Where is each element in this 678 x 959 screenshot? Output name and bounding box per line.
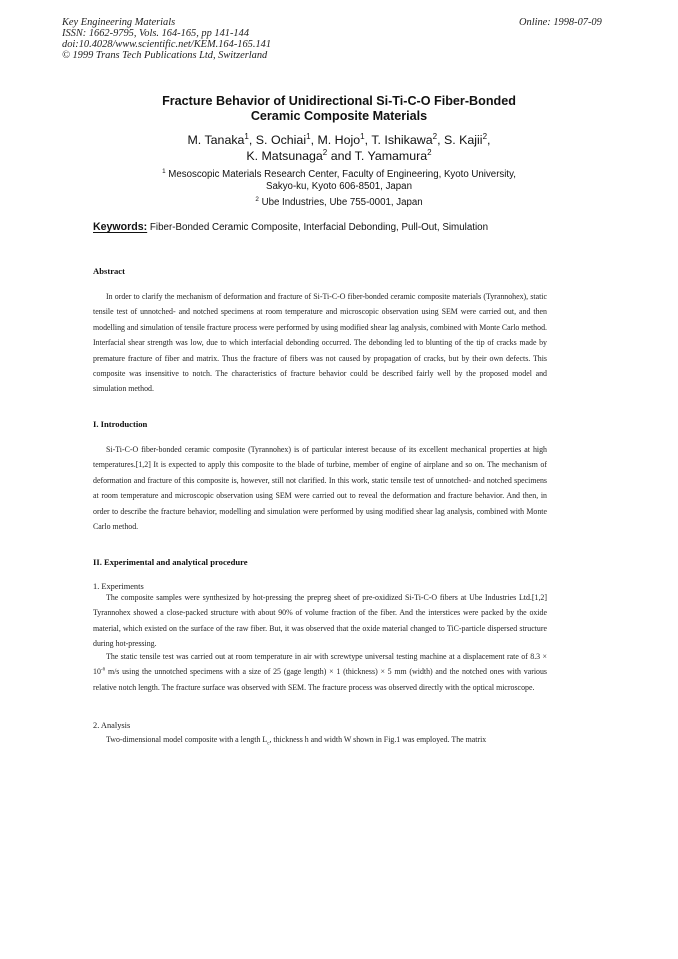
keywords-label: Keywords: (93, 221, 148, 233)
keywords (93, 221, 488, 233)
author-separator: , (364, 133, 372, 147)
abstract-text: In order to clarify the mechanism of deformation and fracture of Si-Ti-C-O fiber-bonded ceramic composite materials (Tyrannohex), static tensile test of unnotched- and notched specimens at room temperature and microscopic observation using SEM were carried out, and then modelling and simulation of tensile fracture process were performed by using modified shear lag analysis, combined with Monte Carlo method. Interfacial shear strength was low, due to which interfacial debonding occurred. The debonding led to blunting of the tip of cracks made by premature fracture of fiber and matrix. Thus the fracture of fibers was not caused by propagation of cracks, but by their own defects. This composite was insensitive to notch. The characteristics of fracture behavior could be described fairly well by the proposed model and simulation method. (93, 292, 547, 394)
p3-subscript: c (267, 740, 270, 747)
paper-title-line2: Ceramic Composite Materials (250, 109, 428, 123)
author-affiliation-mark: 2 (427, 147, 432, 157)
author-name: M. Hojo (317, 133, 361, 147)
journal-name: Key Engineering Materials (62, 17, 176, 28)
affiliation-1-line2: Sakyo-ku, Kyoto 606-8501, Japan (266, 181, 412, 192)
author-line-1 (0, 133, 678, 148)
experiments-paragraph-1: The composite samples were synthesized by hot-pressing the prepreg sheet of pre-oxidized Si-Ti-C-O fibers at Ube Industries Ltd.[1,2] Tyrannohex showed a close-packed structure with about 90% of volume fraction of the fiber. And the interstices were packed by the oxide material, which existed on the surface of the raw fiber. But, it was observed that the oxide material changed to TiC-particle dispersed structure during hot-pressing. (93, 593, 547, 649)
keywords-text: Fiber-Bonded Ceramic Composite, Interfacial Debonding, Pull-Out, Simulation (149, 222, 489, 233)
p2-start: The static tensile test was carried out at room temperature in air with screwtype universal testing machine at a displacement rate of 8.3 × 10 (93, 652, 547, 677)
paper-title-line1: Fracture Behavior of Unidirectional Si-Ti-C-O Fiber-Bonded (162, 94, 516, 108)
journal-doi: doi:10.4028/www.scientific.net/KEM.164-165.141 (62, 39, 272, 50)
author-affiliation-mark: 2 (432, 131, 438, 141)
p3-start: Two-dimensional model composite with a length L (106, 735, 268, 744)
introduction-text: Si-Ti-C-O fiber-bonded ceramic composite (Tyrannohex) is of particular interest because of its excellent mechanical properties at high temperatures.[1,2] It is expected to apply this composite to the blade of turbine, member of engine of airplane and so on. The mechanism of deformation and fracture of this composite is, however, still not clarified. In this work, static tensile test of unnotched- and notched specimens at room temperature and microscopic observation using SEM were carried out to reveal the deformation and fracture behavior. And then, in order to describe the fracture behavior, modelling and simulation were performed by using modified shear lag analysis, combined with Monte Carlo method. (93, 445, 547, 532)
author-name: T. Yamamura (354, 149, 428, 163)
analysis-paragraph (93, 732, 547, 747)
author-name: T. Ishikawa (371, 133, 433, 147)
author-name: M. Tanaka (187, 133, 245, 147)
subsection-experiments: 1. Experiments (93, 582, 144, 591)
affiliation-1-line1 (0, 169, 678, 181)
p3-end: , thickness h and width W shown in Fig.1 was employed. The matrix (269, 735, 487, 744)
abstract-heading: Abstract (93, 266, 125, 276)
subsection-analysis: 2. Analysis (93, 721, 131, 730)
author-name: S. Ochiai (255, 133, 307, 147)
author-separator: , (437, 133, 444, 147)
author-affiliation-mark: 2 (482, 131, 488, 141)
author-line-2 (0, 149, 678, 164)
author-name: K. Matsunaga (246, 149, 323, 163)
affiliation-2-mark: 2 (255, 195, 259, 203)
author-affiliation-mark: 1 (244, 131, 249, 141)
section2-heading: II. Experimental and analytical procedure (93, 557, 248, 567)
affiliation-2-text: Ube Industries, Ube 755-0001, Japan (261, 197, 423, 208)
author-affiliation-mark: 1 (306, 131, 311, 141)
author-separator: , (487, 133, 491, 147)
author-separator: , (310, 133, 318, 147)
journal-issn: ISSN: 1662-9795, Vols. 164-165, pp 141-144 (62, 28, 250, 39)
author-name: S. Kajii (443, 133, 483, 147)
affiliation-1-text: Mesoscopic Materials Research Center, Faculty of Engineering, Kyoto University, (168, 169, 516, 180)
author-separator: , (248, 133, 256, 147)
author-separator: and (327, 149, 355, 163)
introduction-heading: I. Introduction (93, 419, 148, 429)
p2-end: m/s using the unnotched specimens with a size of 25 (gage length) × 1 (thickness) × 5 mm (width) and the notched ones with various relative notch length. The fracture surface was observed with SEM. The fracture process was observed directly with the optical microscope. (93, 667, 547, 692)
p2-exponent: -6 (100, 666, 106, 673)
online-date: Online: 1998-07-09 (519, 17, 602, 28)
author-affiliation-mark: 2 (322, 147, 328, 157)
journal-copyright: © 1999 Trans Tech Publications Ltd, Switzerland (62, 50, 268, 61)
experiments-paragraph-2 (93, 649, 547, 695)
affiliation-2 (0, 197, 678, 209)
author-affiliation-mark: 1 (360, 131, 365, 141)
affiliation-1-mark: 1 (162, 167, 166, 175)
